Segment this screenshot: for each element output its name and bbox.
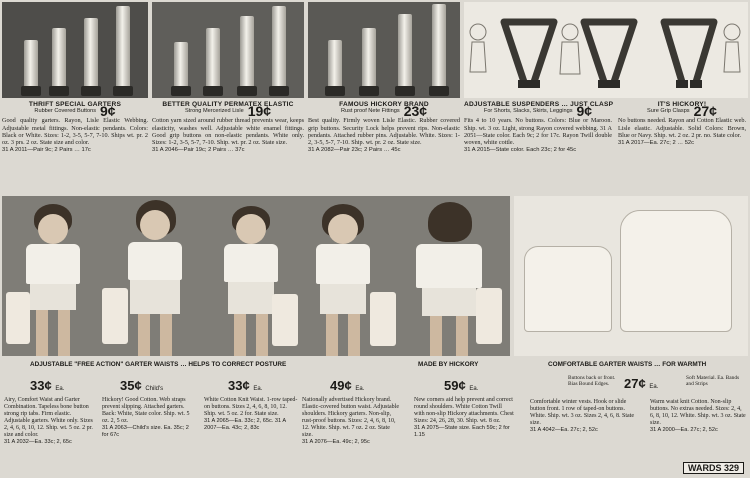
lower-heading-warmth: COMFORTABLE GARTER WAISTS … FOR WARMTH <box>548 361 707 368</box>
doll-figure <box>370 292 396 346</box>
ad-price: 23¢ <box>403 103 428 120</box>
garter-image <box>84 18 98 90</box>
item-price: 33¢ Ea. <box>30 378 65 393</box>
item-order: 31 A 2000—Ea. 27c; 2, 52c <box>650 427 718 433</box>
item-price: 27¢ Ea. <box>624 376 659 391</box>
ad-subtitle: Rubber Covered Buttons <box>34 108 96 115</box>
garter-image <box>328 40 342 90</box>
ad-hickory-suspenders <box>618 101 746 147</box>
photo-thrift-garters <box>2 2 148 98</box>
item-description: Nationally advertised Hickory brand. Elastic-covered button waist. Adjustable shoulders. Hickory garters. Non-slip, rust-proof buttons. Sizes: 2, 4, 6, 8, 10, 12. White. Ship. wt. 7 oz. 2 oz. State size. 31 A 2076—Ea. 49c; 2, 95c <box>302 397 402 446</box>
photo-vests <box>514 196 748 356</box>
item-order: 31 A 2032—Ea. 33c; 2, 65c <box>4 439 72 445</box>
doll-figure <box>6 292 30 344</box>
vest-image <box>620 210 732 332</box>
item-description: White Cotton Knit Waist. 1-row taped-on buttons. Sizes 2, 4, 6, 8, 10, 12. Ship. wt. 5 oz. 2 for. State size. 31 A 2065—Ea. 33c; 2, 65c. 31 A 2007—Ea. 43c; 2, 83c <box>204 397 298 431</box>
item-description: Comfortable winter vests. Hook or slide button front. 1 row of taped-on buttons. White. Ship. wt. 3 oz. Sizes 2, 4, 6, 8. State size. 31 A 4042—Ea. 27c; 2, 52c <box>530 399 634 433</box>
ad-subtitle: For Shorts, Slacks, Skirts, Leggings <box>483 108 573 115</box>
clasp-icon <box>676 80 688 88</box>
photo-children-garter-waists <box>2 196 510 356</box>
garter-image <box>206 28 220 90</box>
item-order: 31 A 2063—Child's size. Ea. 35c; 2 for 67c <box>102 425 189 438</box>
ad-order: 31 A 2046—Pair 19c; 2 Pairs … 37c <box>152 147 245 154</box>
ad-body: Good quality garters. Rayon, Lisle Elastic Webbing. Adjustable metal fittings. Non-elastic pendants. Colors: Black or White. Sizes: 1-2, 3-5, 5-7, 7-10. Ships wt. pr. 2 oz. 3 prs. 2 oz. State size and color. <box>2 117 148 147</box>
ad-subtitle: Rust proof Nete Fittings <box>340 108 400 115</box>
garter-image <box>272 6 286 90</box>
ad-subtitle: Sure Grip Clasps <box>647 108 690 115</box>
garter-image <box>432 4 446 90</box>
ad-title: BETTER QUALITY PERMATEX ELASTIC <box>162 101 294 108</box>
garter-image <box>362 28 376 90</box>
garter-image <box>174 42 188 90</box>
ad-subtitle: Strong Mercerized Lisle <box>184 108 244 115</box>
ad-body: Cotton yarn sized around rubber thread prevents wear, keeps elasticity, washes well. Adjustable white enamel fittings. Good grip buttons on non-elastic pendants. White only. Sizes: 1-2, 3-5, 5-7, 7-10. Ship. wt. pr. 2 oz. State size. <box>152 117 304 147</box>
item-price: 49¢ Ea. <box>330 378 365 393</box>
lower-heading-hickory: MADE BY HICKORY <box>418 361 479 368</box>
item-description: Hickory! Good Cotton. Web straps prevent slipping. Attached garters. Back: White, State color. Ship. wt. 5 oz. 2, 5 oz. 31 A 2063—Child's size. Ea. 35c; 2 for 67c <box>102 397 196 439</box>
clasp-icon <box>608 80 620 88</box>
photo-hickory-garters <box>308 2 460 98</box>
doll-figure <box>476 288 502 344</box>
ad-thrift-garters <box>2 101 148 154</box>
ad-title: ADJUSTABLE SUSPENDERS … JUST CLASP <box>464 101 614 108</box>
ad-title: IT'S HICKORY! <box>657 101 707 108</box>
photo-suspenders <box>464 2 748 98</box>
ad-order: 31 A 2017—Ea. 27c; 2 … 52c <box>618 140 695 147</box>
ad-title: FAMOUS HICKORY BRAND <box>339 101 429 108</box>
doll-figure <box>272 294 298 346</box>
ad-title: THRIFT SPECIAL GARTERS <box>28 101 122 108</box>
ad-body: Fits 4 to 10 years. No buttons. Colors: Blue or Maroon. Ship. wt. 3 oz. Light, strong Rayon covered webbing. 31 A 2051—State color. Each 9c; 2 for 17c. Rayon Twill double woven, white cottle. <box>464 117 612 147</box>
ad-price: 9¢ <box>100 103 116 120</box>
ad-suspenders <box>464 101 612 154</box>
garter-image <box>24 40 38 90</box>
clasp-icon <box>690 80 702 88</box>
item-price: 59¢ Ea. <box>444 378 479 393</box>
garter-image <box>398 14 412 90</box>
item-description: Warm waist knit Cotton. Non-slip buttons. No extras needed. Sizes: 2, 4, 6, 8, 10, 12. White. Ship. wt. 3 oz. State size. 31 A 2000—Ea. 27c; 2, 52c <box>650 399 746 433</box>
garter-image <box>52 28 66 90</box>
ad-permatex-garters <box>152 101 304 154</box>
ad-price: 9¢ <box>576 103 593 120</box>
lower-heading-free-action: ADJUSTABLE "FREE ACTION" GARTER WAISTS … HELPS TO CORRECT POSTURE <box>30 361 287 368</box>
item-order: 31 A 4042—Ea. 27c; 2, 52c <box>530 427 598 433</box>
item-price: 33¢ Ea. <box>228 378 263 393</box>
photo-permatex-garters <box>152 2 304 98</box>
item-subnote: Soft Material. Ea. Bands and Strips <box>686 375 740 387</box>
item-order: 31 A 2065—Ea. 33c; 2, 65c. 31 A 2007—Ea. 43c; 2, 83c <box>204 418 286 431</box>
child-figure <box>114 198 194 356</box>
ad-order: 31 A 2011—Pair 9c; 2 Pairs … 17c <box>2 147 91 154</box>
ad-price: 19¢ <box>247 103 272 120</box>
ad-body: No buttons needed. Rayon and Cotton Elastic web. Lisle elastic. Adjustable. Solid Colors: Brown, Blue or Navy. Ship. wt. 2 oz. 2 pr. no. State color. <box>618 117 746 139</box>
garter-image <box>240 16 254 90</box>
ad-order: 31 A 2082—Pair 23c; 2 Pairs … 45c <box>308 147 401 154</box>
garter-image <box>116 6 130 90</box>
item-price: 35¢ Child's <box>120 378 164 393</box>
ad-price: 27¢ <box>693 103 717 120</box>
clasp-icon <box>528 80 540 88</box>
item-description: New corners aid help prevent and correct round shoulders. White Cotton Twill with non-slip Hickory attachments. Chest Sizes: 24, 26, 28, 30. Ship. wt. 8 oz. 31 A 2075—State size. Each 59c; 2 for 1.15 <box>414 397 514 438</box>
ad-order: 31 A 2015—State color. Each 23c; 2 for 45c <box>464 147 577 154</box>
item-description: Airy, Comfort Waist and Garter Combination. Tapeless bone button strong rip tabs. Firm elastic. Adjustable garters. White only. Sizes 2, 4, 6, 8, 10, 12. Ship. wt. 5 oz. 2 pr. size and color. 31 A 2032—Ea. 33c; 2, 65c <box>4 397 98 446</box>
ad-hickory-garters <box>308 101 460 154</box>
item-order: 31 A 2076—Ea. 49c; 2, 95c <box>302 439 370 445</box>
item-subnote: Buttons back or front. Bias Bound Edges. <box>568 375 616 387</box>
item-order: 31 A 2075—State size. Each 59c; 2 for 1.15 <box>414 425 510 438</box>
vest-image <box>524 246 612 332</box>
suspenders-illustration <box>464 2 748 98</box>
page-number-badge: WARDS 329 <box>683 462 744 474</box>
ad-body: Best quality. Firmly woven Lisle Elastic. Rubber covered grip buttons. Security Lock helps prevent rips. Non-elastic pendants. Attached rubber pins. Adjustable. White. Sizes: 1-2, 3-5, 5-7, 7-10. Ship. wt. pr. 2 oz. State size. <box>308 117 460 147</box>
